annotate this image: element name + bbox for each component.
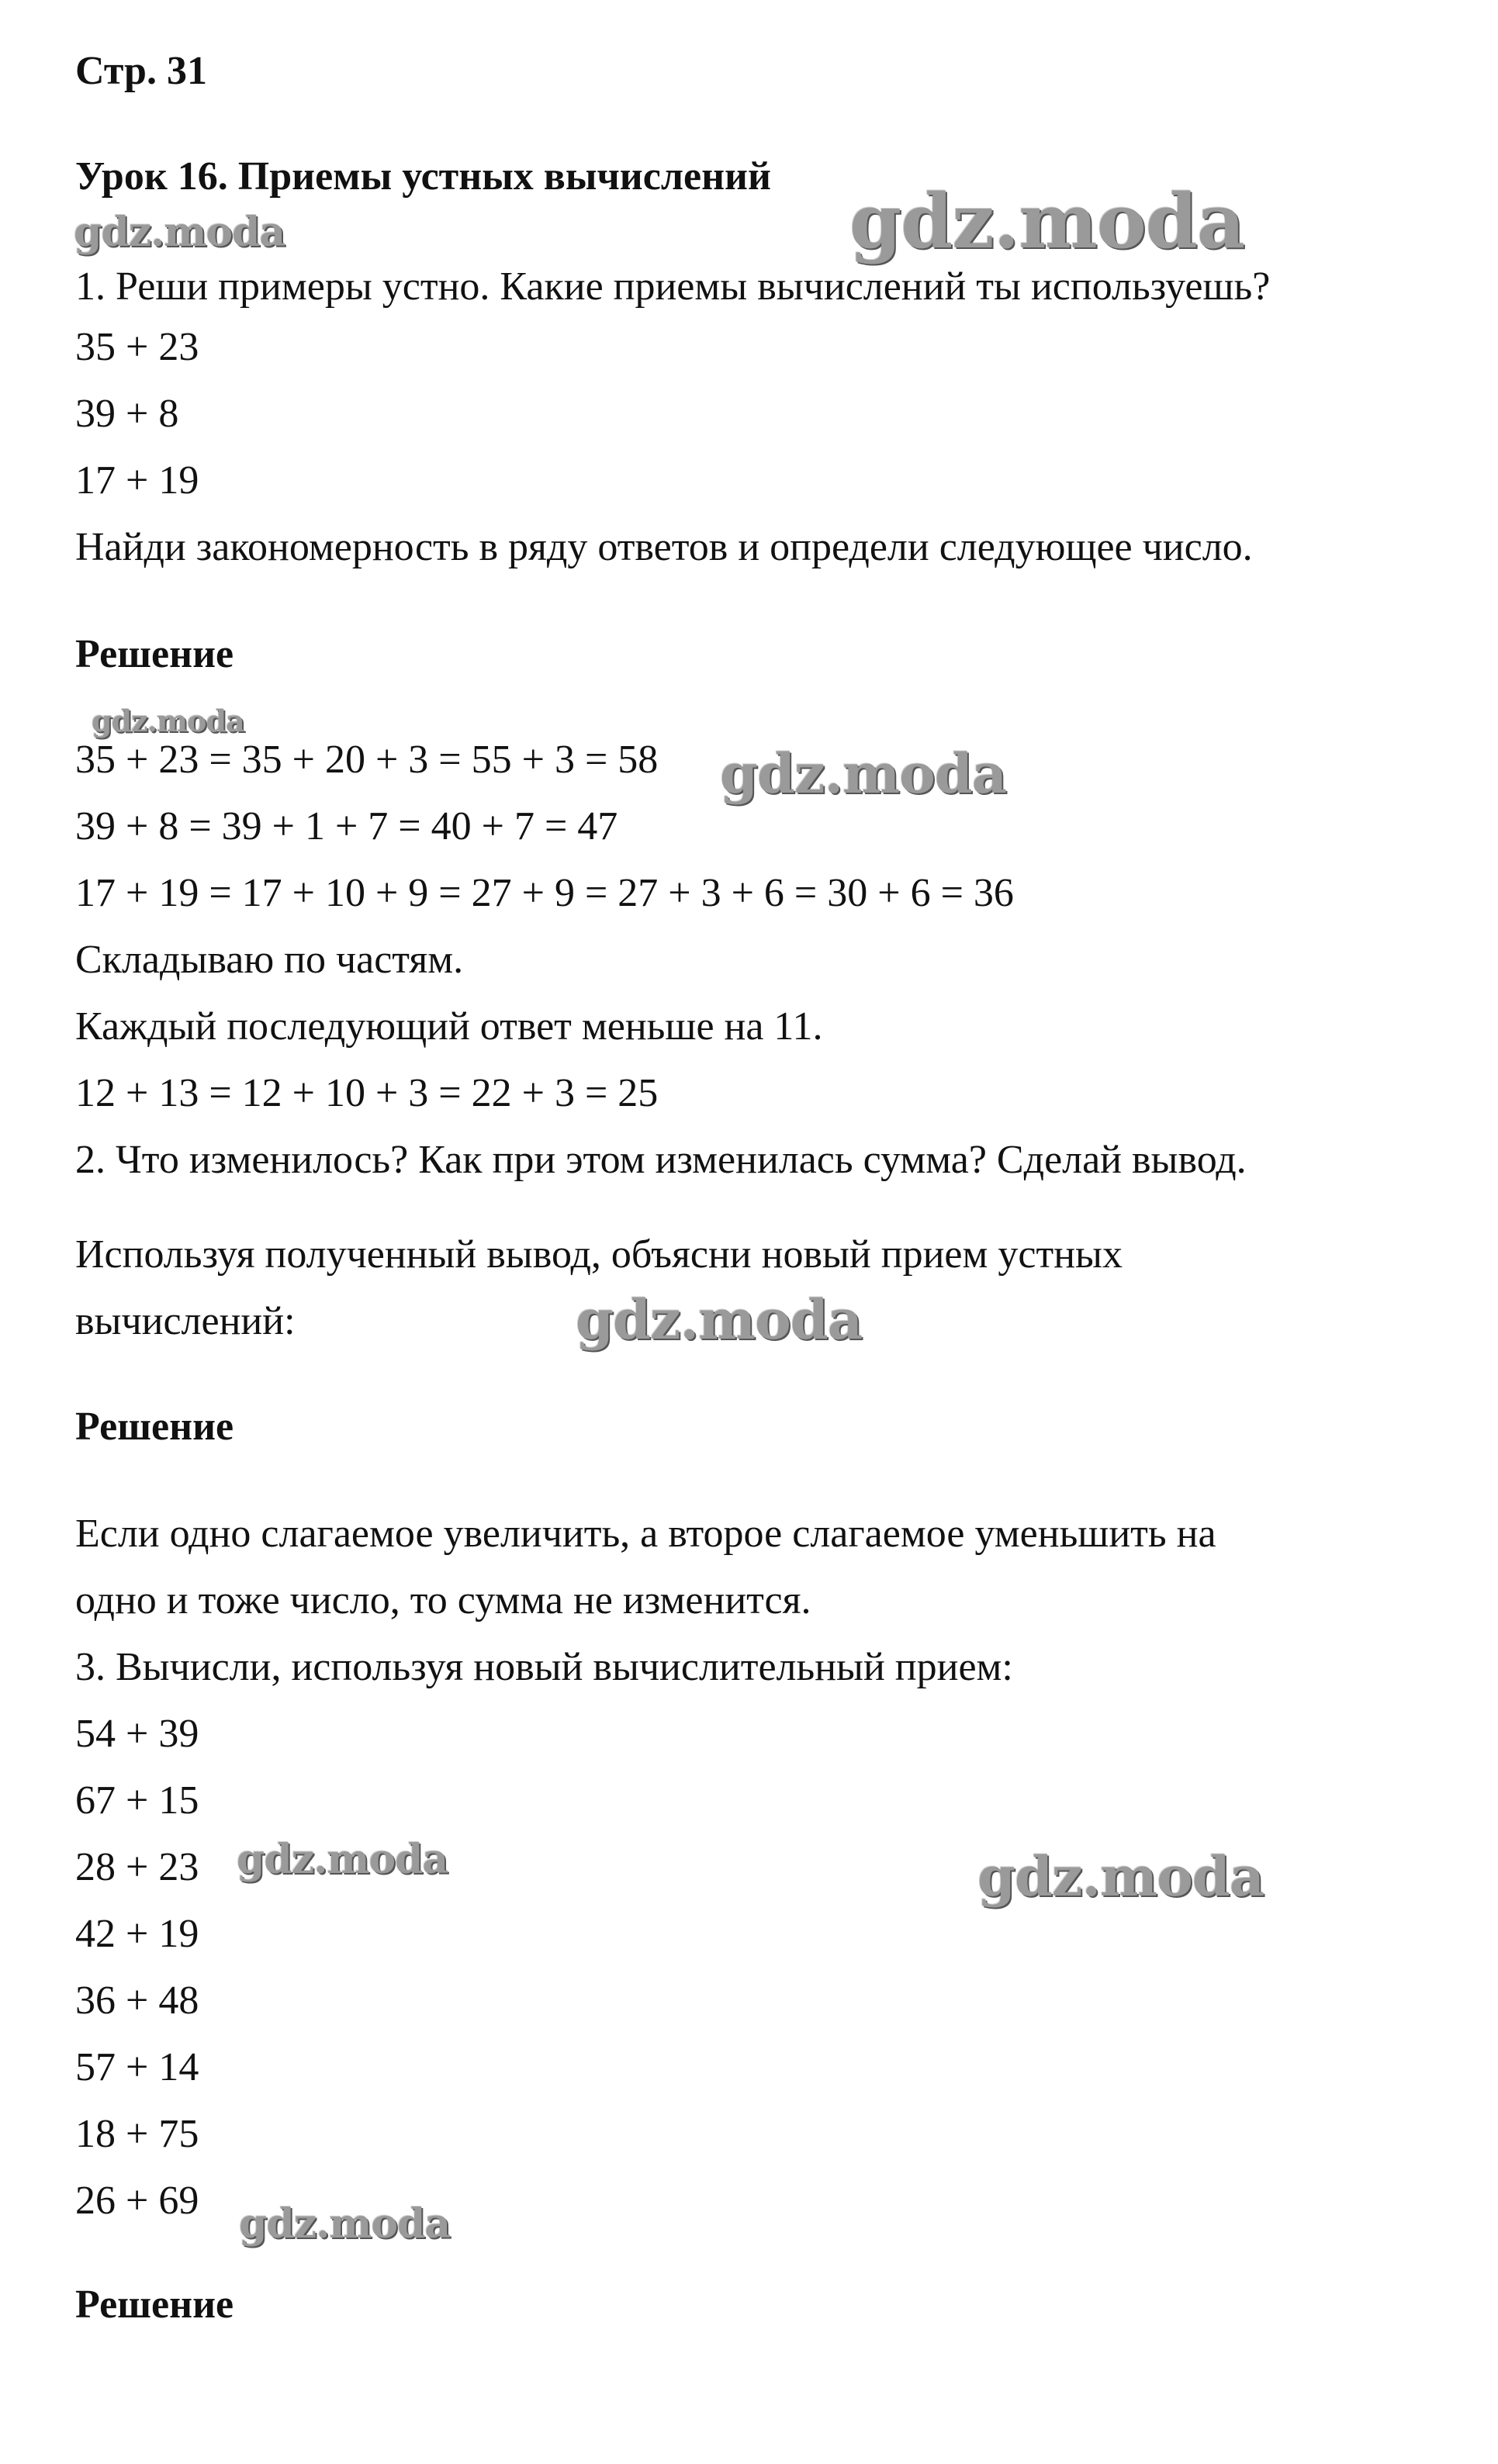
task1-example-3: 17 + 19 [75, 458, 199, 503]
watermark: gdz.moda [720, 741, 1007, 806]
solution2-line-1: Если одно слагаемое увеличить, а второе слагаемое уменьшить на [75, 1512, 1216, 1556]
solution1-line-3: 17 + 19 = 17 + 10 + 9 = 27 + 9 = 27 + 3 + 6 = 30 + 6 = 36 [75, 871, 1014, 915]
watermark: gdz.moda [849, 178, 1245, 265]
task1-prompt: 1. Реши примеры устно. Какие приемы вычислений ты используешь? [75, 264, 1271, 309]
lesson-title: Урок 16. Приемы устных вычислений [75, 154, 771, 199]
task3-prompt: 3. Вычисли, используя новый вычислительный прием: [75, 1645, 1013, 1689]
task3-example-3: 28 + 23 [75, 1845, 199, 1889]
task2-prompt: 2. Что изменилось? Как при этом изменилась сумма? Сделай вывод. [75, 1138, 1247, 1182]
task1-pattern-prompt: Найди закономерность в ряду ответов и определи следующее число. [75, 525, 1253, 569]
watermark: gdz.moda [92, 703, 244, 738]
solution1-line-6: 12 + 13 = 12 + 10 + 3 = 22 + 3 = 25 [75, 1071, 659, 1115]
watermark: gdz.moda [576, 1287, 863, 1352]
task1-example-1: 35 + 23 [75, 325, 199, 369]
task2-followup-line-1: Используя полученный вывод, объясни новый прием устных [75, 1232, 1123, 1277]
watermark: gdz.moda [239, 2200, 451, 2248]
watermark: gdz.moda [74, 209, 285, 256]
task3-example-7: 18 + 75 [75, 2112, 199, 2156]
solution1-heading: Решение [75, 632, 234, 676]
solution2-heading: Решение [75, 1405, 234, 1449]
task3-example-5: 36 + 48 [75, 1978, 199, 2023]
solution3-heading: Решение [75, 2283, 234, 2327]
task3-example-8: 26 + 69 [75, 2179, 199, 2223]
page-label: Стр. 31 [75, 49, 207, 93]
task3-example-1: 54 + 39 [75, 1712, 199, 1756]
task1-example-2: 39 + 8 [75, 392, 179, 436]
task3-example-2: 67 + 15 [75, 1778, 199, 1823]
task2-followup-line-2: вычислений: [75, 1299, 296, 1343]
solution1-line-1: 35 + 23 = 35 + 20 + 3 = 55 + 3 = 58 [75, 738, 659, 782]
solution1-line-2: 39 + 8 = 39 + 1 + 7 = 40 + 7 = 47 [75, 804, 618, 848]
solution1-line-5: Каждый последующий ответ меньше на 11. [75, 1004, 823, 1049]
solution2-line-2: одно и тоже число, то сумма не изменится. [75, 1578, 811, 1623]
watermark: gdz.moda [237, 1836, 448, 1883]
watermark: gdz.moda [977, 1844, 1264, 1909]
task3-example-6: 57 + 14 [75, 2045, 199, 2089]
solution1-line-4: Складываю по частям. [75, 938, 464, 982]
task3-example-4: 42 + 19 [75, 1912, 199, 1956]
